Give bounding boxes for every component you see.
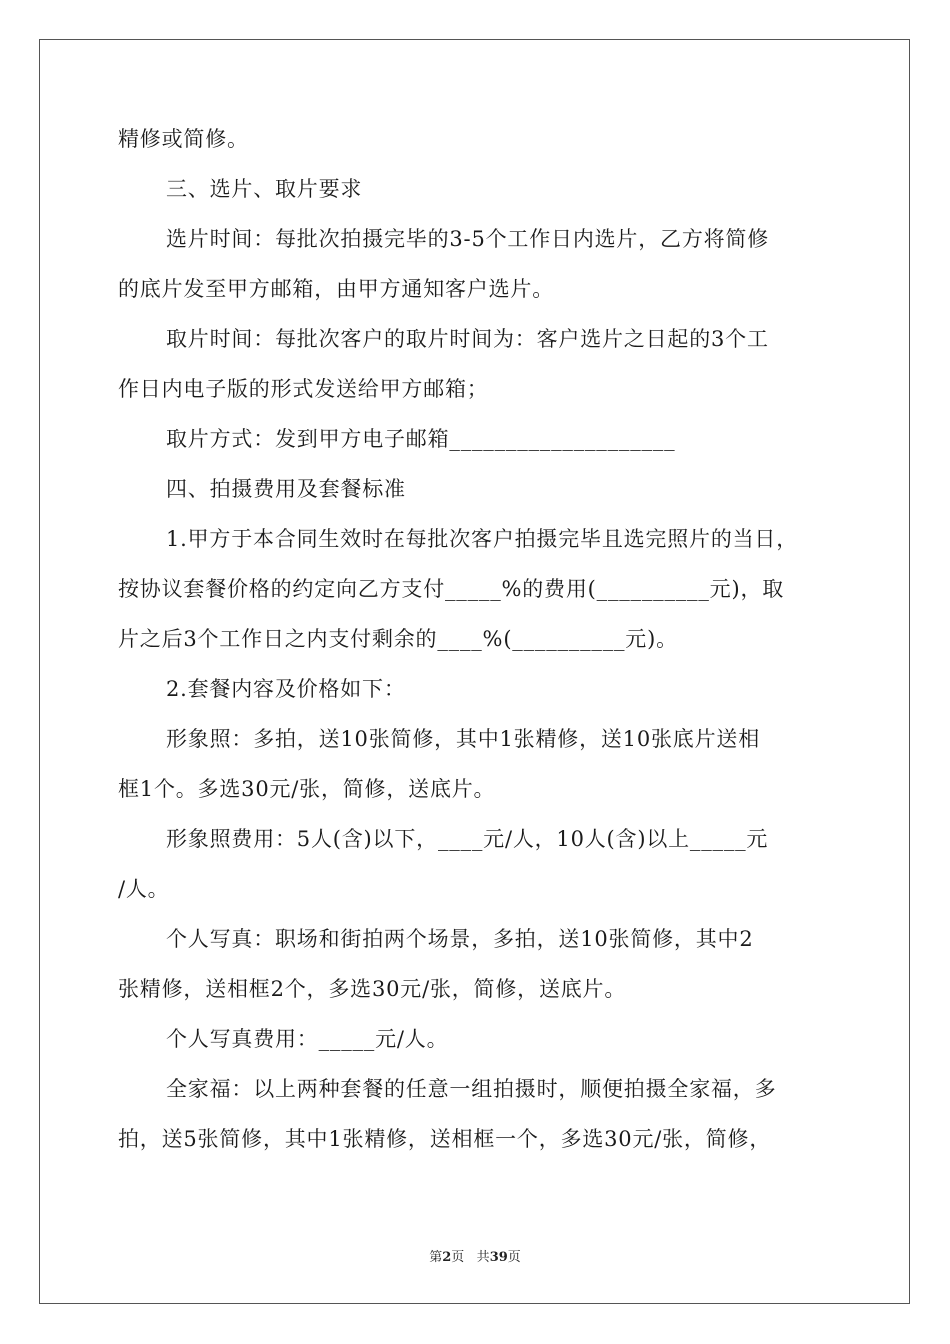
text-line: 的底片发至甲方邮箱，由甲方通知客户选片。	[118, 277, 554, 301]
text-line: 片之后3个工作日之内支付剩余的____%(__________元)。	[118, 627, 678, 651]
text-line: 取片方式：发到甲方电子邮箱____________________	[166, 427, 676, 451]
section-heading: 三、选片、取片要求	[166, 177, 363, 201]
text-line: 个人写真：职场和街拍两个场景，多拍，送10张简修，其中2	[166, 927, 754, 951]
text-line: 形象照：多拍，送10张简修，其中1张精修，送10张底片送相	[166, 727, 761, 751]
text-line: 取片时间：每批次客户的取片时间为：客户选片之日起的3个工	[166, 327, 769, 351]
section-heading: 四、拍摄费用及套餐标准	[166, 477, 406, 501]
text-line: 作日内电子版的形式发送给甲方邮箱；	[118, 377, 489, 401]
text-line: 2.套餐内容及价格如下：	[166, 677, 406, 701]
footer-page-unit: 页	[451, 1250, 465, 1265]
text-line: 张精修，送相框2个，多选30元/张，简修，送底片。	[118, 977, 627, 1001]
text-line: 拍，送5张简修，其中1张精修，送相框一个，多选30元/张，简修，	[118, 1127, 772, 1151]
text-line: 精修或简修。	[118, 127, 249, 151]
text-line: 形象照费用：5人(含)以下，____元/人，10人(含)以上_____元	[166, 827, 769, 851]
text-line: 全家福：以上两种套餐的任意一组拍摄时，顺便拍摄全家福，多	[166, 1077, 777, 1101]
text-line: 个人写真费用：_____元/人。	[166, 1027, 449, 1051]
footer-page-number: 2	[442, 1250, 452, 1265]
footer-total-unit: 页	[507, 1250, 521, 1265]
text-line: /人。	[118, 877, 170, 901]
page-footer	[0, 1246, 950, 1265]
text-line: 选片时间：每批次拍摄完毕的3-5个工作日内选片，乙方将简修	[166, 227, 770, 251]
text-line: 1.甲方于本合同生效时在每批次客户拍摄完毕且选完照片的当日，	[166, 527, 799, 551]
footer-prefix: 第	[429, 1250, 443, 1265]
footer-total-prefix: 共	[476, 1250, 490, 1265]
footer-total-pages: 39	[489, 1250, 508, 1265]
text-line: 框1个。多选30元/张，简修，送底片。	[118, 777, 496, 801]
text-line: 按协议套餐价格的约定向乙方支付_____%的费用(__________元)，取	[118, 577, 785, 601]
